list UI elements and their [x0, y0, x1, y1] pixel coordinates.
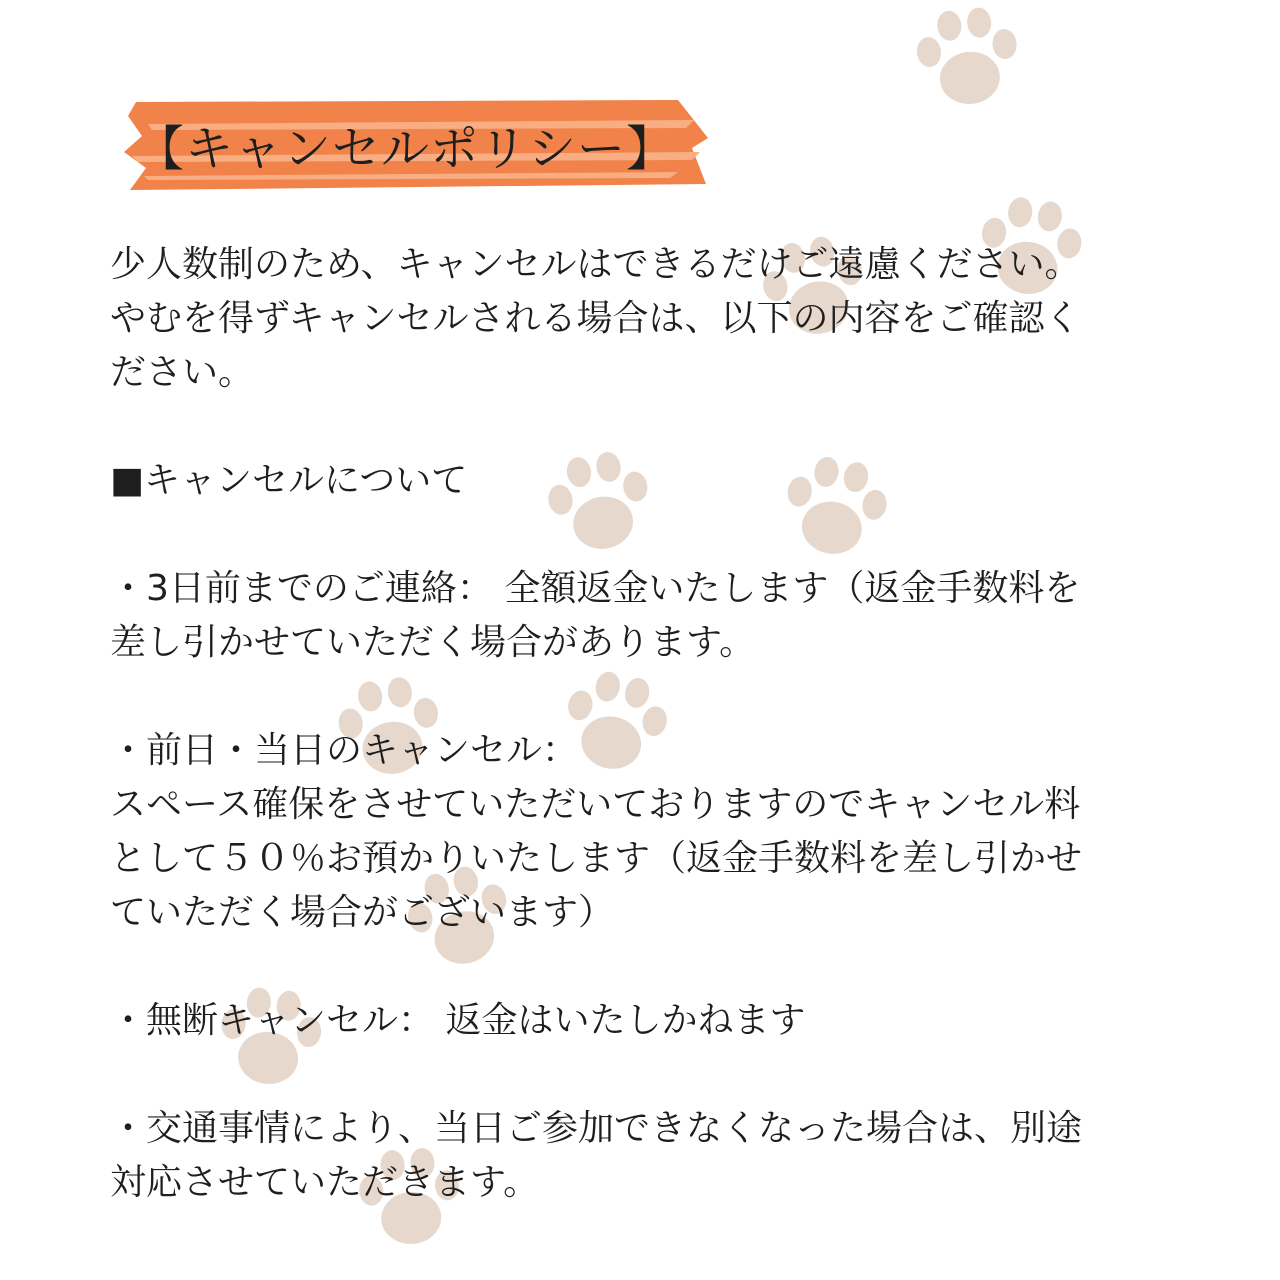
intro-line: ださい。	[110, 352, 255, 393]
title-banner	[118, 98, 708, 192]
paw-print-icon	[913, 4, 1022, 109]
intro-line: やむを得ずキャンセルされる場合は、以下の内容をご確認く	[110, 298, 1081, 339]
page-title: 【キャンセルポリシー】	[136, 121, 676, 177]
policy-content	[110, 238, 1180, 1210]
policy-item-same-day: として５０％お預かりいたします（返金手数料を差し引かせ	[110, 838, 1083, 879]
policy-item-same-day: ていただく場合がございます）	[110, 892, 615, 933]
policy-item-traffic: 対応させていただきます。	[110, 1162, 540, 1203]
intro-line: 少人数制のため、キャンセルはできるだけご遠慮ください。	[110, 244, 1081, 285]
policy-item-three-days: ・3日前までのご連絡： 全額返金いたします（返金手数料を	[110, 568, 1081, 609]
policy-item-same-day: スペース確保をさせていただいておりますのでキャンセル料	[110, 784, 1081, 825]
policy-item-no-show: ・無断キャンセル： 返金はいたしかねます	[110, 1000, 806, 1041]
section-heading: ■キャンセルについて	[110, 460, 468, 501]
policy-item-traffic: ・交通事情により、当日ご参加できなくなった場合は、別途	[110, 1108, 1083, 1149]
policy-item-same-day: ・前日・当日のキャンセル：	[110, 730, 579, 771]
policy-item-three-days: 差し引かせていただく場合があります。	[110, 622, 756, 663]
